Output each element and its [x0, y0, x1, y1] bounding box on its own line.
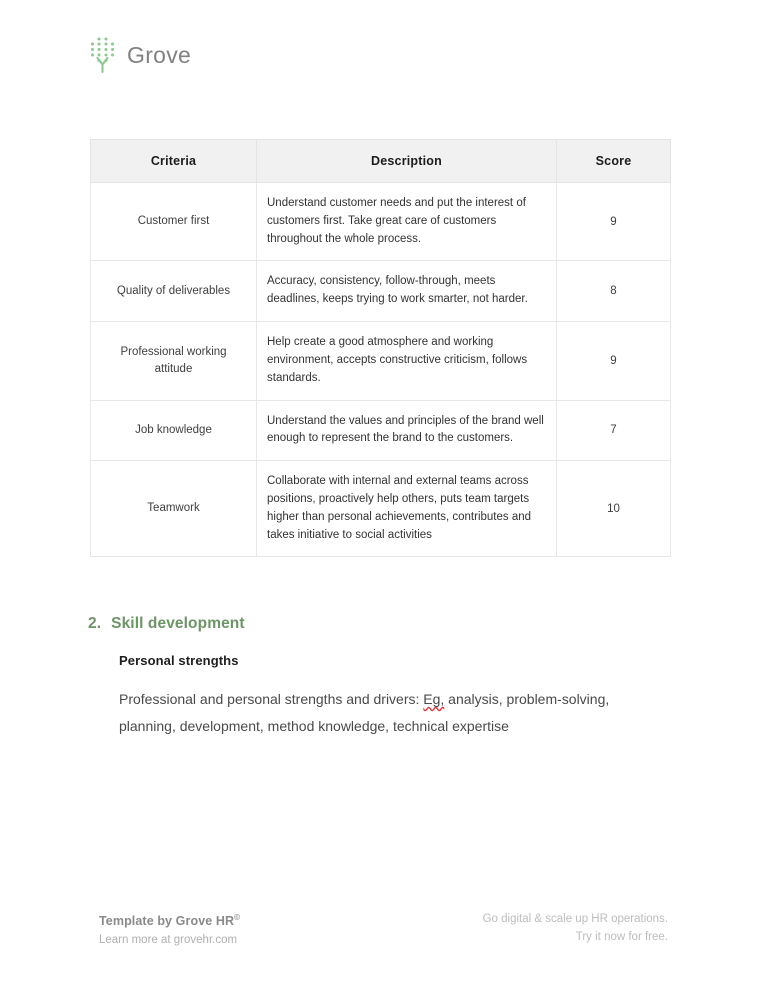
column-header-description: Description [257, 140, 557, 183]
section-subtitle: Personal strengths [119, 653, 239, 668]
footer-promo-block [483, 910, 668, 947]
cell-score: 7 [557, 400, 671, 461]
grove-tree-icon [88, 36, 118, 74]
cell-description: Help create a good atmosphere and working environment, accepts constructive criticism, follows standards. [257, 322, 557, 400]
cell-score: 10 [557, 461, 671, 557]
cell-score: 9 [557, 322, 671, 400]
table-row [91, 322, 671, 400]
cell-criteria: Job knowledge [91, 400, 257, 461]
cell-criteria: Professional working attitude [91, 322, 257, 400]
cell-score: 8 [557, 261, 671, 322]
table-row [91, 461, 671, 557]
column-header-criteria: Criteria [91, 140, 257, 183]
cell-description: Accuracy, consistency, follow-through, meets deadlines, keeps trying to work smarter, not harder. [257, 261, 557, 322]
section-number: 2. [88, 615, 102, 632]
cell-criteria: Teamwork [91, 461, 257, 557]
footer-promo-line-2[interactable]: Try it now for free. [575, 931, 668, 944]
criteria-scoring-table [90, 139, 671, 557]
footer-brand-block [99, 912, 240, 949]
table-header [91, 140, 671, 183]
paragraph-text-after: analysis, problem-solving, planning, development, method knowledge, technical expertise [119, 691, 610, 734]
cell-criteria: Quality of deliverables [91, 261, 257, 322]
cell-score: 9 [557, 183, 671, 261]
paragraph-text-before: Professional and personal strengths and drivers: [119, 691, 424, 707]
table-body [91, 183, 671, 557]
footer-brand-text: Template by Grove HR [99, 914, 235, 929]
footer-brand-line [99, 912, 240, 932]
column-header-score: Score [557, 140, 671, 183]
cell-criteria: Customer first [91, 183, 257, 261]
section-heading [88, 615, 245, 633]
table-row [91, 261, 671, 322]
table-row [91, 400, 671, 461]
cell-description: Understand the values and principles of the brand well enough to represent the brand to the customers. [257, 400, 557, 461]
table-header-row [91, 140, 671, 183]
brand-logo [88, 36, 191, 74]
footer-promo-line-1: Go digital & scale up HR operations. [482, 913, 668, 925]
section-paragraph [119, 686, 631, 740]
section-title: Skill development [111, 615, 245, 632]
footer-learn-more-link[interactable]: Learn more at grovehr.com [99, 933, 238, 946]
copyright-icon: © [234, 913, 241, 922]
cell-description: Understand customer needs and put the interest of customers first. Take great care of customers throughout the whole process. [257, 183, 557, 261]
cell-description: Collaborate with internal and external teams across positions, proactively help others, puts team targets higher than personal achievements, contributes and takes initiative to social activities [257, 461, 557, 557]
spellcheck-misspelled-word: Eg, [423, 691, 445, 707]
table-row [91, 183, 671, 261]
brand-wordmark: Grove [127, 41, 192, 68]
